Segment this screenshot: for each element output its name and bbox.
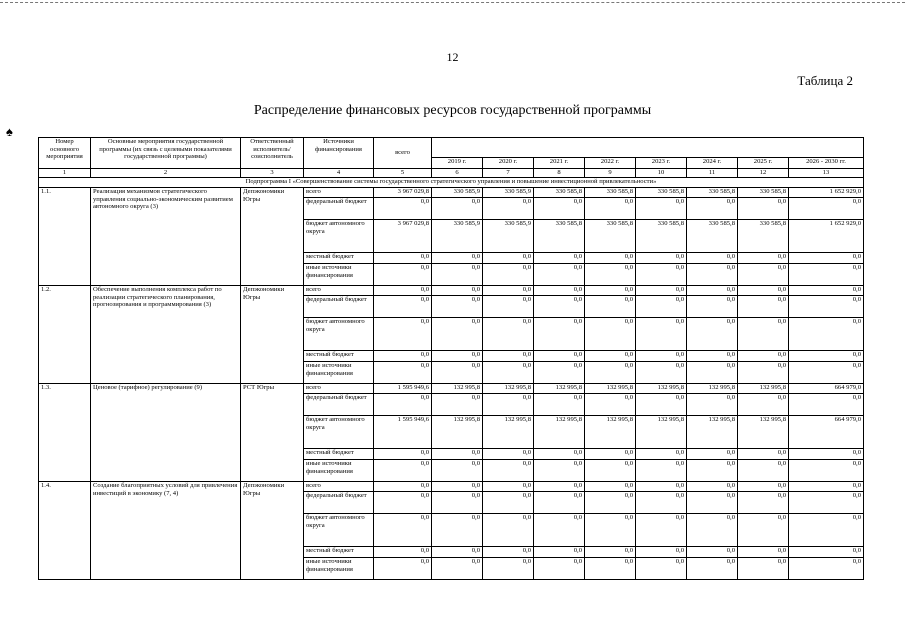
amount-cell: 0,0 <box>374 394 432 416</box>
amount-cell: 0,0 <box>374 253 432 264</box>
column-index: 9 <box>585 169 636 178</box>
amount-cell: 0,0 <box>738 253 789 264</box>
table-row <box>39 482 864 492</box>
funding-source: местный бюджет <box>304 351 374 362</box>
amount-cell: 0,0 <box>636 558 687 580</box>
amount-cell: 0,0 <box>432 318 483 351</box>
amount-cell: 0,0 <box>432 296 483 318</box>
amount-cell: 0,0 <box>687 558 738 580</box>
amount-cell: 0,0 <box>432 253 483 264</box>
amount-cell: 0,0 <box>432 482 483 492</box>
amount-cell: 132 995,8 <box>534 416 585 449</box>
amount-cell: 0,0 <box>534 318 585 351</box>
amount-cell: 0,0 <box>374 492 432 514</box>
funding-source: федеральный бюджет <box>304 492 374 514</box>
amount-cell: 132 995,8 <box>534 384 585 394</box>
amount-cell: 0,0 <box>687 351 738 362</box>
column-index: 7 <box>483 169 534 178</box>
amount-cell: 0,0 <box>534 558 585 580</box>
amount-cell: 0,0 <box>483 253 534 264</box>
funding-source: бюджет автономного округа <box>304 318 374 351</box>
funding-source: бюджет автономного округа <box>304 220 374 253</box>
activity-responsible: Депэкономики Югры <box>241 482 304 580</box>
amount-cell: 0,0 <box>636 394 687 416</box>
year-header: 2020 г. <box>483 158 534 169</box>
amount-cell: 0,0 <box>534 198 585 220</box>
amount-cell: 3 967 029,8 <box>374 220 432 253</box>
activity-name: Обеспечение выполнения комплекса работ по реализации стратегического планирования, прогнозирования и программирования (3) <box>91 286 241 384</box>
amount-cell: 0,0 <box>534 351 585 362</box>
funding-source: федеральный бюджет <box>304 198 374 220</box>
amount-cell: 0,0 <box>738 264 789 286</box>
amount-cell: 132 995,8 <box>687 384 738 394</box>
amount-cell: 0,0 <box>432 351 483 362</box>
amount-cell: 330 585,8 <box>636 220 687 253</box>
table-row <box>39 286 864 296</box>
activity-responsible: Депэкономики Югры <box>241 286 304 384</box>
amount-cell: 0,0 <box>483 482 534 492</box>
amount-cell: 132 995,8 <box>687 416 738 449</box>
amount-cell: 0,0 <box>483 318 534 351</box>
activity-responsible: Депэкономики Югры <box>241 188 304 286</box>
amount-cell: 0,0 <box>432 449 483 460</box>
amount-cell: 0,0 <box>374 351 432 362</box>
column-index: 8 <box>534 169 585 178</box>
year-header: 2024 г. <box>687 158 738 169</box>
amount-cell: 0,0 <box>432 264 483 286</box>
column-index: 6 <box>432 169 483 178</box>
funding-source: местный бюджет <box>304 547 374 558</box>
amount-cell: 132 995,8 <box>636 416 687 449</box>
amount-cell: 0,0 <box>585 514 636 547</box>
funding-source: всего <box>304 188 374 198</box>
amount-cell: 0,0 <box>636 362 687 384</box>
amount-cell: 3 967 029,8 <box>374 188 432 198</box>
amount-cell: 132 995,8 <box>432 416 483 449</box>
amount-cell: 0,0 <box>687 253 738 264</box>
amount-cell: 0,0 <box>789 514 864 547</box>
amount-cell: 1 652 929,0 <box>789 220 864 253</box>
amount-cell: 0,0 <box>789 264 864 286</box>
subprogram-title: Подпрограмма I «Совершенствование системы государственного стратегического управления и повышение инвестиционной привлекательности» <box>39 178 864 188</box>
amount-cell: 0,0 <box>789 394 864 416</box>
amount-cell: 0,0 <box>636 482 687 492</box>
margin-mark-icon: ♠ <box>6 124 13 139</box>
amount-cell: 330 585,8 <box>636 188 687 198</box>
amount-cell: 0,0 <box>789 296 864 318</box>
amount-cell: 132 995,8 <box>483 416 534 449</box>
amount-cell: 330 585,8 <box>534 188 585 198</box>
amount-cell: 0,0 <box>789 460 864 482</box>
amount-cell: 0,0 <box>789 482 864 492</box>
table-row <box>39 384 864 394</box>
amount-cell: 0,0 <box>636 351 687 362</box>
amount-cell: 330 585,9 <box>432 188 483 198</box>
amount-cell: 0,0 <box>789 351 864 362</box>
amount-cell: 0,0 <box>636 286 687 296</box>
amount-cell: 0,0 <box>687 449 738 460</box>
amount-cell: 132 995,8 <box>483 384 534 394</box>
amount-cell: 0,0 <box>789 492 864 514</box>
amount-cell: 0,0 <box>483 264 534 286</box>
header-responsible: Ответственный исполнитель/ соисполнитель <box>241 138 304 169</box>
header-total: всего <box>374 138 432 169</box>
activity-name: Реализация механизмов стратегического управления социально-экономическим развитием автономного округа (3) <box>91 188 241 286</box>
funding-source: федеральный бюджет <box>304 394 374 416</box>
column-index: 10 <box>636 169 687 178</box>
amount-cell: 0,0 <box>687 296 738 318</box>
amount-cell: 0,0 <box>687 460 738 482</box>
amount-cell: 0,0 <box>374 264 432 286</box>
amount-cell: 0,0 <box>374 460 432 482</box>
amount-cell: 0,0 <box>483 514 534 547</box>
amount-cell: 0,0 <box>687 394 738 416</box>
amount-cell: 0,0 <box>585 286 636 296</box>
amount-cell: 0,0 <box>585 460 636 482</box>
column-index: 13 <box>789 169 864 178</box>
amount-cell: 0,0 <box>483 198 534 220</box>
amount-cell: 0,0 <box>687 514 738 547</box>
year-header: 2019 г. <box>432 158 483 169</box>
activity-name: Ценовое (тарифное) регулирование (9) <box>91 384 241 482</box>
amount-cell: 0,0 <box>585 351 636 362</box>
amount-cell: 0,0 <box>738 362 789 384</box>
activity-number: 1.3. <box>39 384 91 482</box>
amount-cell: 664 979,0 <box>789 416 864 449</box>
year-header: 2023 г. <box>636 158 687 169</box>
scan-edge-line <box>0 2 905 4</box>
column-index: 11 <box>687 169 738 178</box>
amount-cell: 132 995,8 <box>585 384 636 394</box>
funding-source: всего <box>304 482 374 492</box>
amount-cell: 0,0 <box>636 514 687 547</box>
amount-cell: 330 585,9 <box>432 220 483 253</box>
header-activity: Основные мероприятия государственной программы (их связь с целевыми показателями государственной программы) <box>91 138 241 169</box>
funding-source: всего <box>304 286 374 296</box>
amount-cell: 0,0 <box>738 198 789 220</box>
amount-cell: 0,0 <box>432 286 483 296</box>
amount-cell: 330 585,8 <box>585 188 636 198</box>
amount-cell: 0,0 <box>585 318 636 351</box>
funding-source: иные источники финансирования <box>304 558 374 580</box>
funding-source: местный бюджет <box>304 253 374 264</box>
amount-cell: 0,0 <box>534 482 585 492</box>
amount-cell: 0,0 <box>687 198 738 220</box>
column-index: 4 <box>304 169 374 178</box>
amount-cell: 0,0 <box>534 394 585 416</box>
funding-source: местный бюджет <box>304 449 374 460</box>
amount-cell: 0,0 <box>432 492 483 514</box>
funding-source: иные источники финансирования <box>304 264 374 286</box>
activity-number: 1.1. <box>39 188 91 286</box>
amount-cell: 0,0 <box>374 482 432 492</box>
header-sources: Источники финансирования <box>304 138 374 169</box>
amount-cell: 0,0 <box>483 449 534 460</box>
amount-cell: 1 595 949,6 <box>374 384 432 394</box>
amount-cell: 0,0 <box>374 362 432 384</box>
amount-cell: 0,0 <box>789 318 864 351</box>
amount-cell: 0,0 <box>738 460 789 482</box>
amount-cell: 132 995,8 <box>585 416 636 449</box>
amount-cell: 132 995,8 <box>636 384 687 394</box>
amount-cell: 0,0 <box>534 492 585 514</box>
header-number: Номер основного мероприятия <box>39 138 91 169</box>
amount-cell: 0,0 <box>374 558 432 580</box>
amount-cell: 0,0 <box>432 547 483 558</box>
amount-cell: 0,0 <box>534 296 585 318</box>
amount-cell: 0,0 <box>534 362 585 384</box>
funding-source: всего <box>304 384 374 394</box>
amount-cell: 0,0 <box>483 362 534 384</box>
amount-cell: 0,0 <box>483 286 534 296</box>
funding-source: бюджет автономного округа <box>304 416 374 449</box>
amount-cell: 0,0 <box>789 362 864 384</box>
amount-cell: 0,0 <box>738 449 789 460</box>
amount-cell: 0,0 <box>374 296 432 318</box>
column-index: 5 <box>374 169 432 178</box>
amount-cell: 0,0 <box>374 449 432 460</box>
amount-cell: 0,0 <box>687 264 738 286</box>
amount-cell: 132 995,8 <box>738 416 789 449</box>
amount-cell: 330 585,9 <box>483 188 534 198</box>
amount-cell: 0,0 <box>738 482 789 492</box>
year-header: 2025 г. <box>738 158 789 169</box>
amount-cell: 0,0 <box>636 547 687 558</box>
amount-cell: 0,0 <box>585 492 636 514</box>
amount-cell: 0,0 <box>585 264 636 286</box>
amount-cell: 330 585,9 <box>483 220 534 253</box>
amount-cell: 0,0 <box>483 351 534 362</box>
amount-cell: 0,0 <box>483 492 534 514</box>
table-row <box>39 188 864 198</box>
amount-cell: 0,0 <box>687 492 738 514</box>
amount-cell: 0,0 <box>687 362 738 384</box>
amount-cell: 0,0 <box>738 286 789 296</box>
amount-cell: 330 585,8 <box>687 220 738 253</box>
amount-cell: 0,0 <box>636 318 687 351</box>
column-index: 3 <box>241 169 304 178</box>
activity-number: 1.2. <box>39 286 91 384</box>
amount-cell: 0,0 <box>738 547 789 558</box>
column-index: 2 <box>91 169 241 178</box>
amount-cell: 0,0 <box>534 514 585 547</box>
page-number: 12 <box>446 50 459 64</box>
year-header: 2022 г. <box>585 158 636 169</box>
amount-cell: 0,0 <box>483 296 534 318</box>
amount-cell: 0,0 <box>636 253 687 264</box>
year-header: 2026 - 2030 гг. <box>789 158 864 169</box>
amount-cell: 0,0 <box>534 286 585 296</box>
amount-cell: 0,0 <box>738 318 789 351</box>
finance-table <box>38 137 864 580</box>
amount-cell: 0,0 <box>687 482 738 492</box>
amount-cell: 0,0 <box>789 286 864 296</box>
amount-cell: 0,0 <box>534 264 585 286</box>
amount-cell: 0,0 <box>585 253 636 264</box>
amount-cell: 132 995,8 <box>738 384 789 394</box>
header-years-group <box>432 138 864 158</box>
amount-cell: 0,0 <box>738 296 789 318</box>
amount-cell: 0,0 <box>483 460 534 482</box>
amount-cell: 0,0 <box>585 558 636 580</box>
amount-cell: 0,0 <box>789 253 864 264</box>
amount-cell: 0,0 <box>585 198 636 220</box>
amount-cell: 0,0 <box>636 460 687 482</box>
amount-cell: 0,0 <box>738 351 789 362</box>
amount-cell: 132 995,8 <box>432 384 483 394</box>
amount-cell: 330 585,8 <box>738 220 789 253</box>
amount-cell: 0,0 <box>483 547 534 558</box>
amount-cell: 330 585,8 <box>738 188 789 198</box>
amount-cell: 664 979,0 <box>789 384 864 394</box>
page-title: Распределение финансовых ресурсов государственной программы <box>253 103 652 118</box>
column-index: 12 <box>738 169 789 178</box>
amount-cell: 1 652 929,0 <box>789 188 864 198</box>
funding-source: иные источники финансирования <box>304 362 374 384</box>
amount-cell: 1 595 949,6 <box>374 416 432 449</box>
amount-cell: 0,0 <box>687 286 738 296</box>
amount-cell: 0,0 <box>738 492 789 514</box>
amount-cell: 0,0 <box>789 558 864 580</box>
amount-cell: 0,0 <box>789 449 864 460</box>
amount-cell: 0,0 <box>636 264 687 286</box>
amount-cell: 0,0 <box>374 286 432 296</box>
amount-cell: 0,0 <box>636 198 687 220</box>
column-index: 1 <box>39 169 91 178</box>
amount-cell: 0,0 <box>374 318 432 351</box>
amount-cell: 0,0 <box>432 514 483 547</box>
amount-cell: 0,0 <box>534 253 585 264</box>
amount-cell: 0,0 <box>432 362 483 384</box>
amount-cell: 330 585,8 <box>534 220 585 253</box>
amount-cell: 0,0 <box>738 394 789 416</box>
amount-cell: 0,0 <box>432 198 483 220</box>
amount-cell: 0,0 <box>432 394 483 416</box>
amount-cell: 0,0 <box>483 558 534 580</box>
year-header: 2021 г. <box>534 158 585 169</box>
activity-responsible: РСТ Югры <box>241 384 304 482</box>
amount-cell: 0,0 <box>636 492 687 514</box>
amount-cell: 0,0 <box>585 482 636 492</box>
amount-cell: 0,0 <box>738 558 789 580</box>
funding-source: федеральный бюджет <box>304 296 374 318</box>
amount-cell: 0,0 <box>789 547 864 558</box>
amount-cell: 0,0 <box>636 296 687 318</box>
amount-cell: 0,0 <box>432 460 483 482</box>
amount-cell: 0,0 <box>374 547 432 558</box>
amount-cell: 0,0 <box>585 362 636 384</box>
amount-cell: 0,0 <box>687 318 738 351</box>
amount-cell: 0,0 <box>374 514 432 547</box>
amount-cell: 0,0 <box>687 547 738 558</box>
amount-cell: 0,0 <box>789 198 864 220</box>
amount-cell: 0,0 <box>738 514 789 547</box>
funding-source: бюджет автономного округа <box>304 514 374 547</box>
amount-cell: 0,0 <box>534 449 585 460</box>
amount-cell: 330 585,8 <box>585 220 636 253</box>
amount-cell: 0,0 <box>585 296 636 318</box>
amount-cell: 0,0 <box>534 460 585 482</box>
amount-cell: 0,0 <box>585 547 636 558</box>
activity-number: 1.4. <box>39 482 91 580</box>
table-label: Таблица 2 <box>797 73 853 88</box>
amount-cell: 0,0 <box>374 198 432 220</box>
amount-cell: 0,0 <box>534 547 585 558</box>
amount-cell: 330 585,8 <box>687 188 738 198</box>
amount-cell: 0,0 <box>483 394 534 416</box>
funding-source: иные источники финансирования <box>304 460 374 482</box>
amount-cell: 0,0 <box>585 449 636 460</box>
amount-cell: 0,0 <box>585 394 636 416</box>
amount-cell: 0,0 <box>636 449 687 460</box>
amount-cell: 0,0 <box>432 558 483 580</box>
activity-name: Создание благоприятных условий для привлечения инвестиций в экономику (7, 4) <box>91 482 241 580</box>
